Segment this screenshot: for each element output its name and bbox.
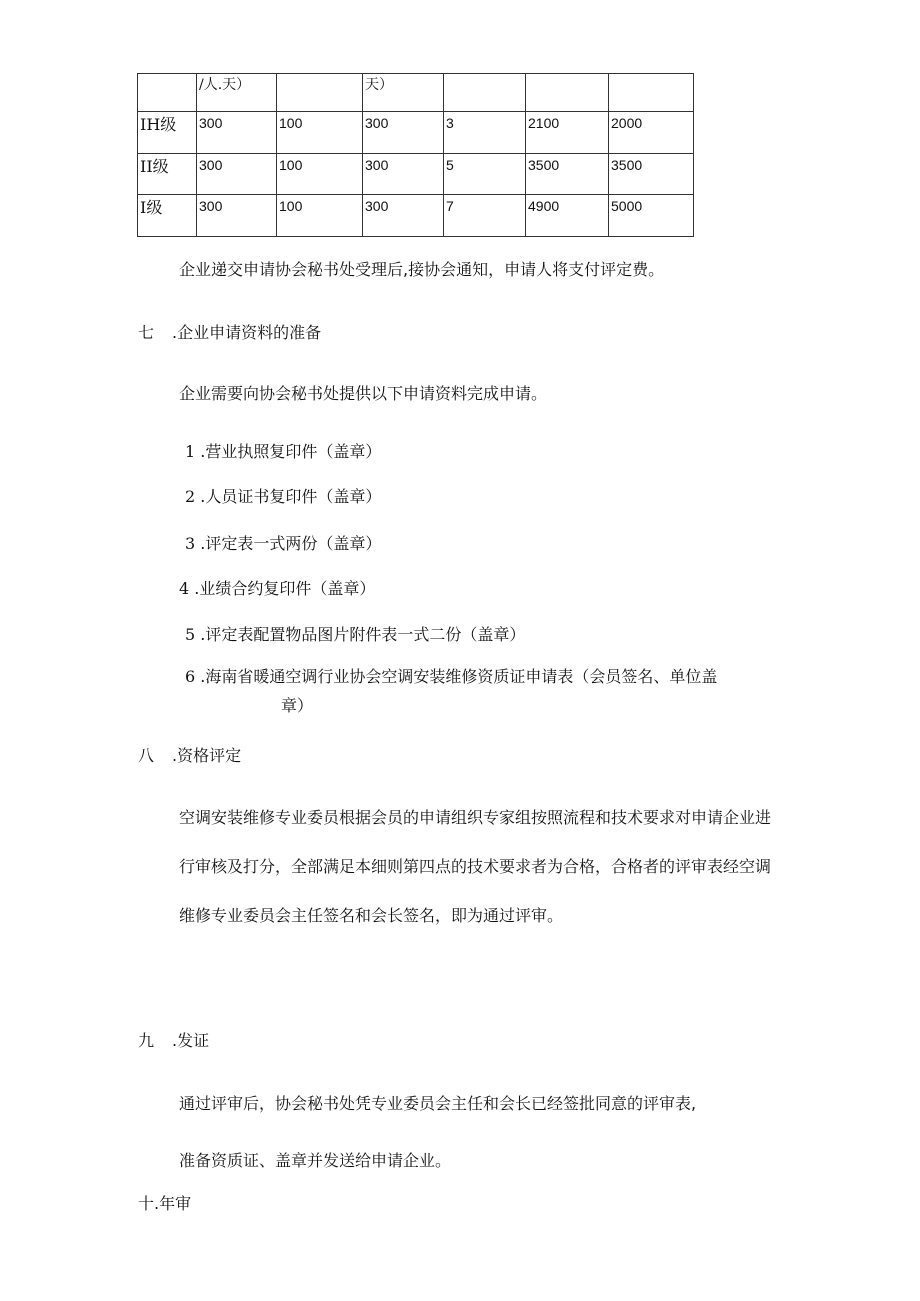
table-cell: 100 <box>277 112 363 154</box>
table-row <box>138 195 694 237</box>
table-cell: 4900 <box>526 195 609 237</box>
table-cell: 2100 <box>526 112 609 154</box>
list-item <box>185 624 525 646</box>
table-cell: 100 <box>277 195 363 237</box>
table-cell: 天） <box>363 74 444 112</box>
list-item-text: .人员证书复印件（盖章） <box>200 487 382 506</box>
table-cell: 100 <box>277 153 363 195</box>
table-cell: 300 <box>363 195 444 237</box>
table-cell: 2000 <box>609 112 694 154</box>
list-item-number: 6 <box>185 667 196 686</box>
table-cell: 300 <box>363 112 444 154</box>
section8-paragraph-line: 维修专业委员会主任签名和会长签名，即为通过评审。 <box>179 906 564 925</box>
section8-paragraph-line: 空调安装维修专业委员根据会员的申请组织专家组按照流程和技术要求对申请企业进 <box>179 808 772 827</box>
section7-intro: 企业需要向协会秘书处提供以下申请资料完成申请。 <box>179 384 548 403</box>
table-cell <box>609 74 694 112</box>
list-item-number: 3 <box>185 534 196 553</box>
list-item <box>185 441 381 463</box>
section9-paragraph-line: 准备资质证、盖章并发送给申请企业。 <box>179 1151 452 1170</box>
section-title: .企业申请资料的准备 <box>172 323 322 342</box>
list-item <box>185 486 381 508</box>
list-item-number: 1 <box>185 442 196 461</box>
list-item-text: .海南省暖通空调行业协会空调安装维修资质证申请表（会员签名、单位盖 <box>200 667 718 686</box>
table-cell: /人.天） <box>197 74 277 112</box>
section-title: .发证 <box>172 1031 210 1050</box>
table-row <box>138 74 694 112</box>
list-item-text: .业绩合约复印件（盖章） <box>194 579 376 598</box>
table-cell: 5000 <box>609 195 694 237</box>
list-item-text: .评定表一式两份（盖章） <box>200 534 382 553</box>
fee-table <box>137 73 694 237</box>
list-item <box>185 533 381 555</box>
section-title: .资格评定 <box>172 746 242 765</box>
section9-paragraph-line: 通过评审后，协会秘书处凭专业委员会主任和会长已经签批同意的评审表, <box>179 1094 697 1113</box>
table-cell: 300 <box>197 195 277 237</box>
table-cell: 300 <box>197 112 277 154</box>
list-item <box>179 578 375 600</box>
list-item <box>185 666 717 688</box>
table-cell <box>138 74 197 112</box>
section9-heading <box>138 1030 209 1052</box>
table-row <box>138 153 694 195</box>
table-cell: 3 <box>444 112 526 154</box>
section8-heading <box>138 745 241 767</box>
section10-heading: 十.年审 <box>138 1194 192 1213</box>
section-number: 九 <box>138 1031 155 1050</box>
table-cell: II级 <box>138 153 197 195</box>
table-cell <box>277 74 363 112</box>
list-item-text: .营业执照复印件（盖章） <box>200 442 382 461</box>
section8-paragraph-line: 行审核及打分，全部满足本细则第四点的技术要求者为合格，合格者的评审表经空调 <box>179 857 772 876</box>
table-cell: 300 <box>197 153 277 195</box>
list-item-number: 4 <box>179 579 190 598</box>
table-cell: 3500 <box>526 153 609 195</box>
fee-note: 企业递交申请协会秘书处受理后,接协会通知，申请人将支付评定费。 <box>179 260 665 279</box>
list-item-text: .评定表配置物品图片附件表一式二份（盖章） <box>200 625 526 644</box>
table-cell: 7 <box>444 195 526 237</box>
table-cell: 3500 <box>609 153 694 195</box>
section-number: 八 <box>138 746 155 765</box>
list-item-number: 5 <box>185 625 196 644</box>
table-row <box>138 112 694 154</box>
section-number: 七 <box>138 323 155 342</box>
table-cell: 300 <box>363 153 444 195</box>
table-cell: IH级 <box>138 112 197 154</box>
list-item-continuation: 章） <box>281 696 314 715</box>
list-item-number: 2 <box>185 487 196 506</box>
table-cell <box>444 74 526 112</box>
table-cell: I级 <box>138 195 197 237</box>
table-cell <box>526 74 609 112</box>
section7-heading <box>138 322 321 344</box>
table-cell: 5 <box>444 153 526 195</box>
